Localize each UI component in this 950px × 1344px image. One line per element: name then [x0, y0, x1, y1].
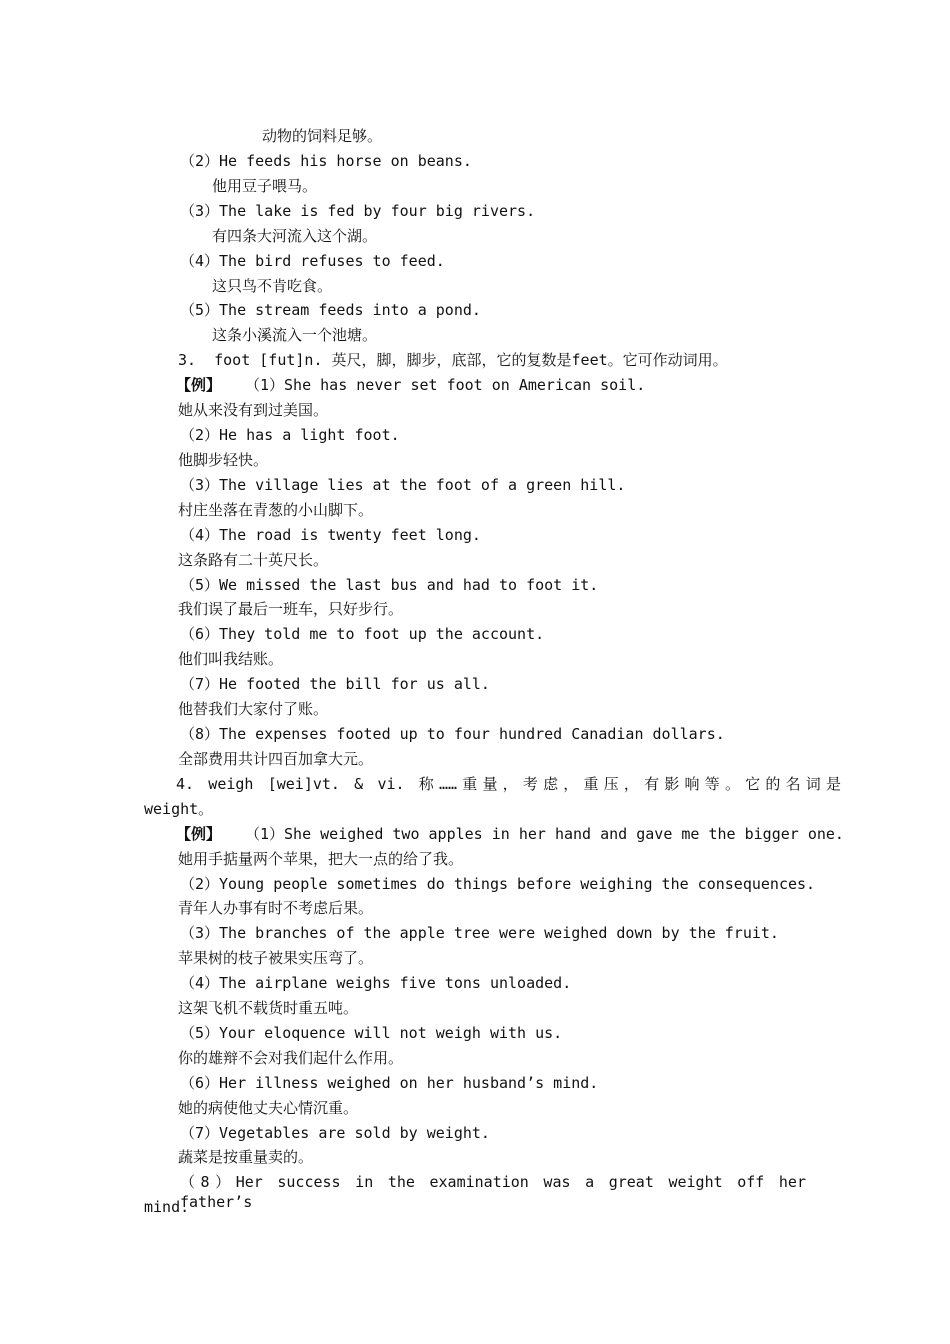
text-line: （5）The stream feeds into a pond.	[180, 301, 481, 319]
text-line: （7）He footed the bill for us all.	[180, 675, 490, 693]
text-line: （1）She has never set foot on American soil.	[245, 376, 646, 394]
text-line: （1）She weighed two apples in her hand and gave me the bigger one.	[245, 825, 844, 843]
text-line: （5）We missed the last bus and had to foot it.	[180, 576, 599, 594]
text-line: 村庄坐落在青葱的小山脚下。	[178, 501, 374, 519]
text-line: 这架飞机不载货时重五吨。	[178, 999, 359, 1017]
text-line: （2）He feeds his horse on beans.	[180, 152, 472, 170]
text-line: （2）Young people sometimes do things before weighing the consequences.	[180, 875, 816, 893]
text-line: mind.	[144, 1198, 190, 1216]
text-line: （4）The airplane weighs five tons unloaded.	[180, 974, 572, 992]
text-line: （8）Her success in the examination was a great weight off her father’s	[180, 1173, 806, 1211]
text-line: （3）The village lies at the foot of a green hill.	[180, 476, 626, 494]
text-line: 他替我们大家付了账。	[178, 700, 329, 718]
text-line: 这只鸟不肯吃食。	[212, 277, 333, 295]
text-line: （6）They told me to foot up the account.	[180, 625, 545, 643]
text-line: 有四条大河流入这个湖。	[212, 227, 378, 245]
text-line: （5）Your eloquence will not weigh with us.	[180, 1024, 563, 1042]
text-line: 他们叫我结账。	[178, 650, 284, 668]
text-line: 这条小溪流入一个池塘。	[212, 326, 378, 344]
example-marker: 【例】	[176, 825, 222, 843]
text-line: 我们误了最后一班车，只好步行。	[178, 600, 404, 618]
text-line: 蔬菜是按重量卖的。	[178, 1148, 314, 1166]
text-line: 苹果树的枝子被果实压弯了。	[178, 949, 374, 967]
text-line: 她用手掂量两个苹果，把大一点的给了我。	[178, 850, 464, 868]
example-marker: 【例】	[176, 376, 222, 394]
text-line: （3）The lake is fed by four big rivers.	[180, 202, 536, 220]
text-line: weight。	[144, 800, 214, 818]
text-line: 全部费用共计四百加拿大元。	[178, 750, 374, 768]
text-line: 他用豆子喂马。	[212, 177, 318, 195]
section-heading: 3. foot [fut]n. 英尺，脚，脚步，底部，它的复数是feet。它可作动词用。	[178, 351, 728, 369]
text-line: 这条路有二十英尺长。	[178, 551, 329, 569]
text-line: 他脚步轻快。	[178, 451, 269, 469]
section-heading: 4. weigh [wei]vt. & vi. 称……重量，考虑，重压，有影响等。它的名词是	[176, 775, 841, 793]
text-line: （7）Vegetables are sold by weight.	[180, 1124, 490, 1142]
text-line: （6）Her illness weighed on her husband’s mind.	[180, 1074, 599, 1092]
text-line: 她从来没有到过美国。	[178, 401, 329, 419]
text-line: （3）The branches of the apple tree were weighed down by the fruit.	[180, 924, 779, 942]
text-line: （4）The bird refuses to feed.	[180, 252, 445, 270]
text-line: 你的雄辩不会对我们起什么作用。	[178, 1049, 404, 1067]
text-line: 动物的饲料足够。	[262, 127, 383, 145]
text-line: （8）The expenses footed up to four hundred Canadian dollars.	[180, 725, 725, 743]
text-line: 青年人办事有时不考虑后果。	[178, 899, 374, 917]
text-line: （2）He has a light foot.	[180, 426, 400, 444]
text-line: （4）The road is twenty feet long.	[180, 526, 481, 544]
text-line: 她的病使他丈夫心情沉重。	[178, 1099, 359, 1117]
